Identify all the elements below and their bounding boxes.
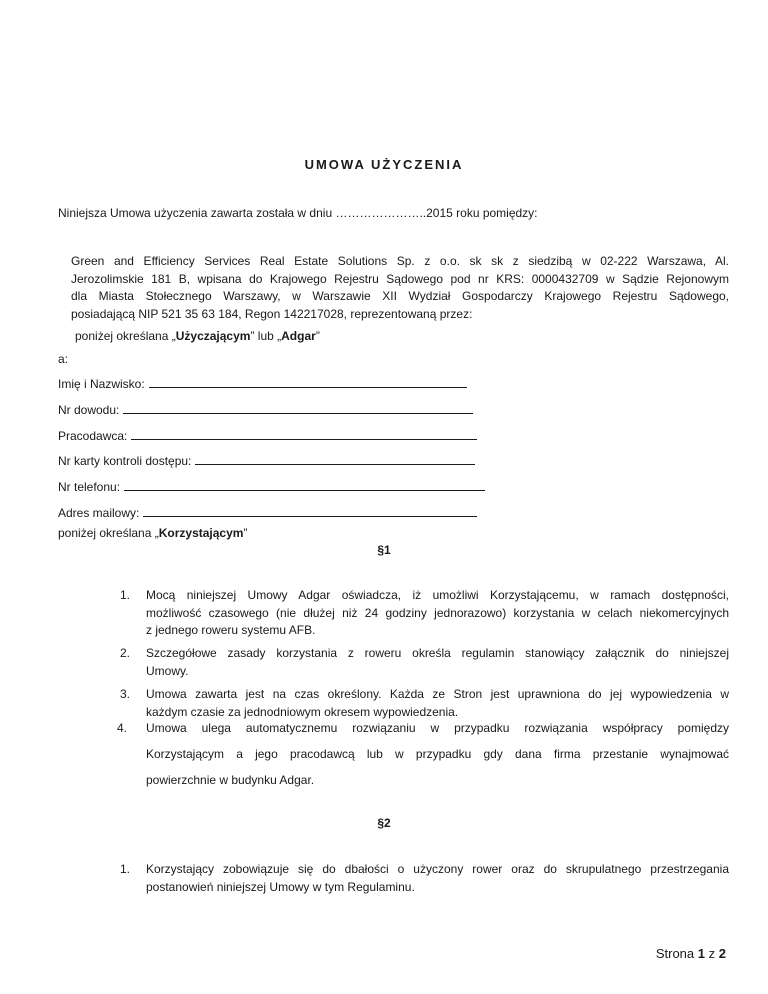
lender-designation — [75, 329, 320, 343]
item-number: 3. — [120, 687, 131, 701]
item-line: możliwość czasowego (nie dłużej niż 24 godziny jednorazowo) korzystania w celach niekomercyjnych — [146, 605, 729, 620]
field-label: Nr telefonu: — [58, 480, 121, 494]
party-line: Green and Efficiency Services Real Estate Solutions Sp. z o.o. sk sk z siedzibą w 02-222 Warszawa, Al. — [71, 254, 729, 268]
designation-middle: ” lub „ — [250, 329, 282, 343]
current-page-number: 1 — [697, 946, 706, 961]
item-text — [146, 861, 729, 896]
field-label: Pracodawca: — [58, 429, 128, 443]
field-access-card-number[interactable] — [58, 453, 475, 469]
field-phone-number[interactable] — [58, 479, 485, 495]
item-line: Umowy. — [146, 663, 189, 678]
fill-in-line[interactable] — [149, 376, 467, 388]
designation-name-adgar: Adgar — [281, 329, 316, 343]
field-label: Nr dowodu: — [58, 403, 120, 417]
designation-name-borrower: Korzystającym — [158, 526, 244, 540]
section-1-title: §1 — [377, 543, 391, 557]
designation-name-lender: Użyczającym — [175, 329, 251, 343]
page-number-footer — [656, 946, 726, 961]
field-label: Imię i Nazwisko: — [58, 377, 145, 391]
fill-in-line[interactable] — [143, 505, 477, 517]
item-number: 4. — [117, 721, 128, 735]
intro-sentence: Niniejsza Umowa użyczenia zawarta została w dniu …………………..2015 roku pomiędzy: — [58, 206, 538, 220]
party-line: dla Miasta Stołecznego Warszawy, w Warszawie XII Wydział Gospodarczy Krajowego Rejestru Sądowego, — [71, 289, 729, 303]
lender-party-description — [71, 253, 729, 323]
item-line: Mocą niniejszej Umowy Adgar oświadcza, iż umożliwi Korzystającemu, w ramach dostępności, — [146, 588, 729, 602]
designation-prefix: poniżej określana „ — [75, 329, 176, 343]
designation-suffix: ” — [315, 329, 320, 343]
field-employer[interactable] — [58, 428, 477, 444]
item-text — [146, 715, 729, 793]
designation-suffix: ” — [243, 526, 248, 540]
party-line: Jerozolimskie 181 B, wpisana do Krajowego Rejestru Sądowego pod nr KRS: 0000432709 w Sądzie Rejonowym — [71, 271, 729, 286]
item-line: powierzchnie w budynku Adgar. — [146, 773, 315, 787]
field-full-name[interactable] — [58, 376, 467, 392]
section-2-title: §2 — [377, 816, 391, 830]
item-line: Szczegółowe zasady korzystania z roweru określa regulamin stanowiący załącznik do niniejszej — [146, 646, 729, 660]
borrower-designation — [58, 526, 247, 540]
fill-in-line[interactable] — [131, 428, 477, 440]
item-text — [146, 587, 729, 640]
item-line: Korzystającym a jego pracodawcą lub w przypadku gdy dana firma przestanie wynajmować — [146, 747, 729, 761]
item-line: każdym czasie za jednodniowym okresem wypowiedzenia. — [146, 704, 459, 719]
item-text — [146, 645, 729, 680]
item-line: postanowień niniejszej Umowy w tym Regulaminu. — [146, 879, 415, 894]
item-number: 1. — [120, 862, 131, 876]
field-email-address[interactable] — [58, 505, 477, 521]
item-line: Umowa ulega automatycznemu rozwiązaniu w przypadku rozwiązania współpracy pomiędzy — [146, 721, 729, 735]
field-label: Nr karty kontroli dostępu: — [58, 454, 192, 468]
item-line: Umowa zawarta jest na czas określony. Każda ze Stron jest uprawniona do jej wypowiedzenia w — [146, 687, 729, 701]
total-page-count: 2 — [718, 946, 726, 961]
fill-in-line[interactable] — [123, 402, 473, 414]
fill-in-line[interactable] — [195, 453, 475, 465]
and-label: a: — [58, 352, 69, 366]
designation-prefix: poniżej określana „ — [58, 526, 159, 540]
item-line: Korzystający zobowiązuje się do dbałości o użyczony rower oraz do skrupulatnego przestrzegania — [146, 862, 729, 876]
item-number: 2. — [120, 646, 131, 660]
footer-separator: z — [708, 946, 716, 961]
party-line: posiadającą NIP 521 35 63 184, Regon 142217028, reprezentowaną przez: — [71, 306, 473, 321]
footer-prefix: Strona — [655, 946, 695, 961]
item-number: 1. — [120, 588, 131, 602]
fill-in-line[interactable] — [124, 479, 485, 491]
field-id-number[interactable] — [58, 402, 473, 418]
document-title: UMOWA UŻYCZENIA — [304, 157, 464, 172]
field-label: Adres mailowy: — [58, 506, 140, 520]
item-line: z jednego roweru systemu AFB. — [146, 623, 316, 637]
